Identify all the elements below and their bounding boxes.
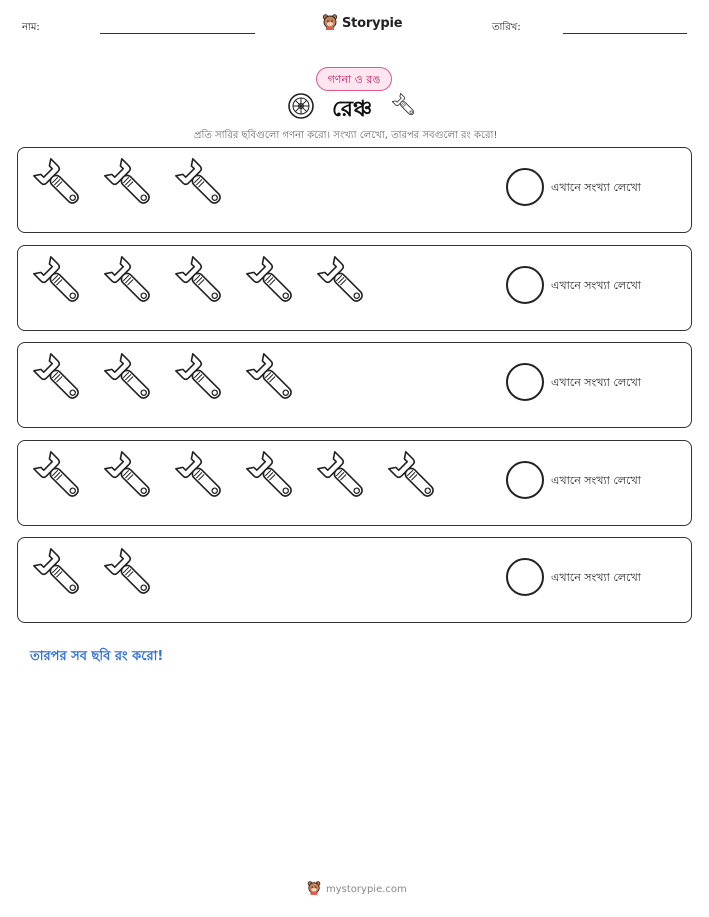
instructions: প্রতি সারির ছবিগুলো গণনা করো। সংখ্যা লেখো, তারপর সবগুলো রং করো! — [194, 130, 498, 141]
answer-circle[interactable] — [506, 363, 544, 401]
site-url: mystorypie.com — [326, 884, 407, 895]
wrench-icon — [172, 349, 232, 411]
wrench-icon — [385, 447, 445, 509]
wrench-icon — [30, 252, 90, 314]
wrench-icon — [390, 91, 420, 125]
wrench-icon — [314, 252, 374, 314]
wrench-icon — [101, 349, 161, 411]
wrench-icon — [101, 544, 161, 606]
answer-label: এখানে সংখ্যা লেখো — [551, 571, 641, 584]
answer-circle[interactable] — [506, 168, 544, 206]
answer-circle[interactable] — [506, 266, 544, 304]
bear-icon — [307, 880, 321, 899]
counting-row — [17, 245, 692, 331]
wrench-icon — [172, 154, 232, 216]
wrench-icon — [243, 252, 303, 314]
category-badge: গণনা ও রঙ — [316, 67, 392, 91]
wrench-icon — [314, 447, 374, 509]
date-label: তারিখ: — [492, 22, 521, 33]
counting-row — [17, 440, 692, 526]
answer-label: এখানে সংখ্যা লেখো — [551, 181, 641, 194]
brand — [322, 13, 402, 34]
answer-circle[interactable] — [506, 558, 544, 596]
name-field[interactable] — [100, 33, 255, 34]
wrench-icon — [172, 447, 232, 509]
wrench-icon — [30, 349, 90, 411]
page-title: রেঞ্চ — [332, 97, 373, 122]
answer-label: এখানে সংখ্যা লেখো — [551, 376, 641, 389]
bear-icon — [322, 13, 338, 34]
name-label: নাম: — [22, 22, 40, 33]
counting-row — [17, 147, 692, 233]
answer-circle[interactable] — [506, 461, 544, 499]
wrench-icon — [172, 252, 232, 314]
brand-name: Storypie — [342, 16, 403, 31]
date-field[interactable] — [563, 33, 687, 34]
answer-label: এখানে সংখ্যা লেখো — [551, 474, 641, 487]
wrench-icon — [30, 154, 90, 216]
answer-label: এখানে সংখ্যা লেখো — [551, 279, 641, 292]
counting-row — [17, 537, 692, 623]
footer-note: তারপর সব ছবি রং করো! — [30, 649, 164, 664]
wrench-icon — [243, 447, 303, 509]
wrench-icon — [101, 252, 161, 314]
wrench-icon — [30, 544, 90, 606]
wrench-icon — [101, 154, 161, 216]
wrench-icon — [243, 349, 303, 411]
wrench-icon — [30, 447, 90, 509]
wheel-icon — [287, 92, 315, 124]
counting-row — [17, 342, 692, 428]
wrench-icon — [101, 447, 161, 509]
site-footer — [307, 880, 407, 899]
